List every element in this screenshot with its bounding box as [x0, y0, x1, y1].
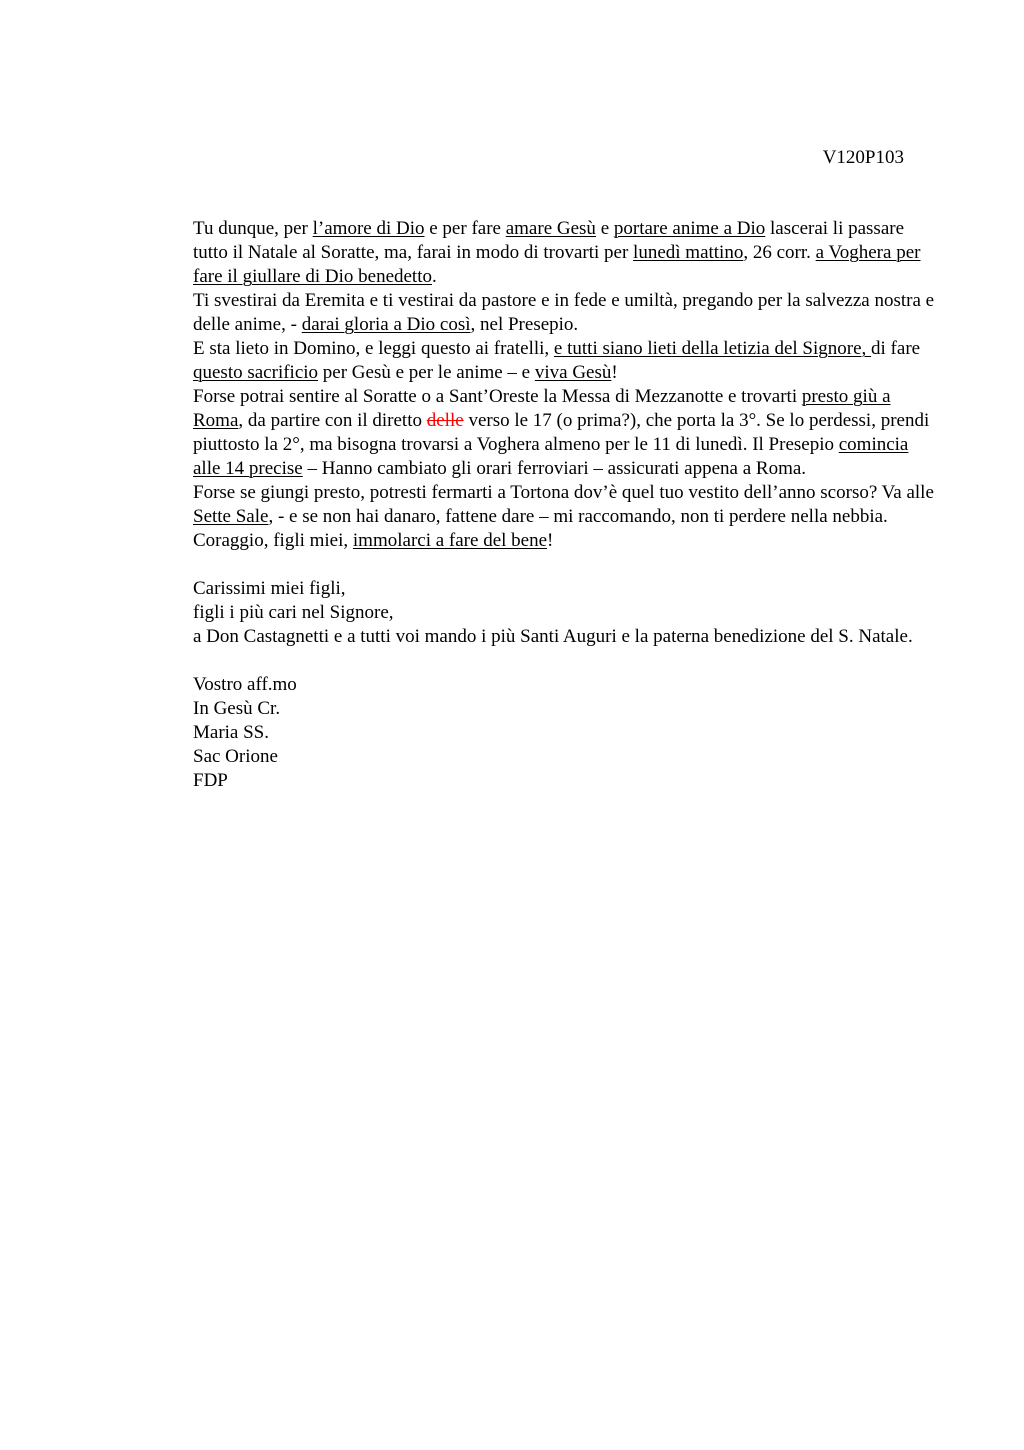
text-segment: Forse se giungi presto, potresti fermarti a Tortona dov’è quel tuo vestito dell’anno scorso? Va alle	[193, 482, 934, 503]
text-segment: Vostro aff.mo	[193, 674, 297, 695]
underlined-text: darai gloria a Dio così	[301, 314, 471, 335]
text-segment: !	[547, 530, 554, 551]
paragraph	[193, 697, 938, 721]
paragraph	[193, 601, 938, 625]
text-segment: E sta lieto in Domino, e leggi questo ai fratelli,	[193, 338, 554, 359]
underlined-text: Sette Sale	[193, 506, 269, 527]
underlined-text: l’amore di Dio	[312, 218, 425, 239]
text-segment: , da partire con il diretto	[238, 410, 427, 431]
text-segment: figli i più cari nel Signore,	[193, 602, 394, 623]
text-segment: e	[595, 218, 614, 239]
text-segment: !	[611, 362, 618, 383]
page-id: V120P103	[822, 147, 904, 168]
underlined-text: lunedì mattino	[633, 242, 744, 263]
text-segment: Sac Orione	[193, 746, 278, 767]
underlined-text: comincia alle 14 precise	[193, 434, 909, 479]
underlined-text: e tutti siano lieti della letizia del Signore,	[553, 338, 872, 359]
text-segment: Carissimi miei figli,	[193, 578, 346, 599]
text-segment: Tu dunque, per	[193, 218, 313, 239]
paragraph	[193, 577, 938, 601]
paragraph	[193, 385, 938, 481]
text-segment: Forse potrai sentire al Soratte o a Sant’Oreste la Messa di Mezzanotte e trovarti	[193, 386, 802, 407]
paragraph	[193, 745, 938, 769]
text-segment: verso le 17 (o prima?), che porta la 3°. Se lo perdessi, prendi piuttosto la 2°, ma bisogna trovarsi a Voghera almeno per le 11 di lunedì. Il Presepio	[193, 410, 930, 455]
paragraph	[193, 769, 938, 793]
text-segment: , 26 corr.	[743, 242, 816, 263]
text-segment: FDP	[193, 770, 228, 791]
paragraph	[193, 673, 938, 697]
paragraph	[193, 217, 938, 289]
text-segment: .	[432, 266, 437, 287]
text-segment: Maria SS.	[193, 722, 269, 743]
text-segment: , - e se non hai danaro, fattene dare – mi raccomando, non ti perdere nella nebbia.	[268, 506, 888, 527]
underlined-text: viva Gesù	[534, 362, 612, 383]
text-segment: e per fare	[424, 218, 506, 239]
underlined-text: presto giù a Roma	[193, 386, 891, 431]
underlined-text: a Voghera per fare il giullare di Dio benedetto	[193, 242, 921, 287]
blank-line	[193, 649, 938, 673]
letter-body	[193, 217, 938, 793]
underlined-text: portare anime a Dio	[613, 218, 766, 239]
underlined-text: immolarci a fare del bene	[352, 530, 548, 551]
paragraph	[193, 529, 938, 553]
underlined-text: questo sacrificio	[193, 362, 319, 383]
deleted-text: delle	[426, 410, 464, 431]
text-segment: – Hanno cambiato gli orari ferroviari – assicurati appena a Roma.	[302, 458, 807, 479]
blank-line	[193, 553, 938, 577]
paragraph	[193, 625, 938, 649]
text-segment: Coraggio, figli miei,	[193, 530, 353, 551]
text-segment: di fare	[871, 338, 921, 359]
paragraph	[193, 481, 938, 529]
underlined-text: amare Gesù	[505, 218, 596, 239]
text-segment: a Don Castagnetti e a tutti voi mando i più Santi Auguri e la paterna benedizione del S. Natale.	[193, 626, 913, 647]
text-segment: , nel Presepio.	[470, 314, 579, 335]
paragraph	[193, 289, 938, 337]
paragraph	[193, 337, 938, 385]
text-segment: In Gesù Cr.	[193, 698, 281, 719]
text-segment: Ti svestirai da Eremita e ti vestirai da pastore e in fede e umiltà, pregando per la salvezza nostra e delle anime, -	[193, 290, 935, 335]
paragraph	[193, 721, 938, 745]
text-segment: per Gesù e per le anime – e	[318, 362, 535, 383]
text-segment: lascerai li passare tutto il Natale al Soratte, ma, farai in modo di trovarti per	[193, 218, 905, 263]
